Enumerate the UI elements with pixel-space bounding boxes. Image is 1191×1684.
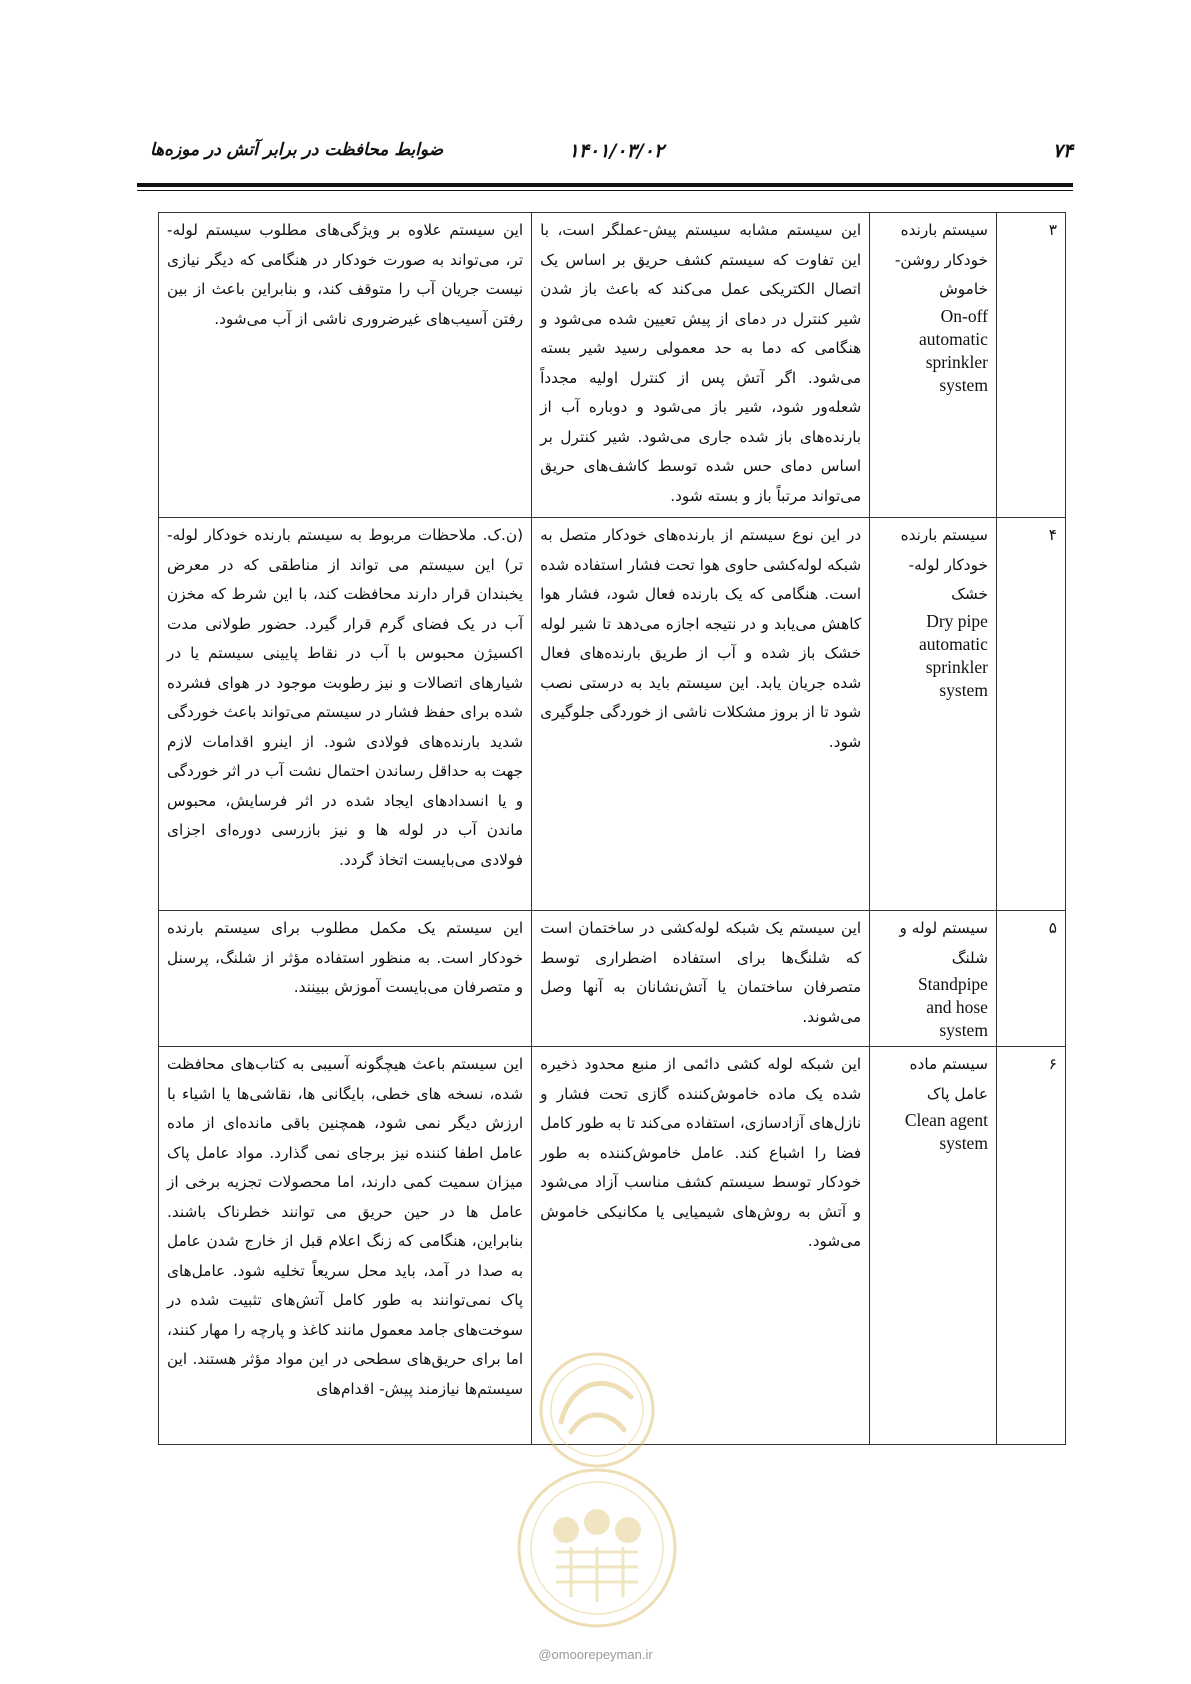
system-name-en: Dry pipe <box>926 610 988 631</box>
watermark-site: @omoorepeyman.ir <box>538 1647 653 1662</box>
system-description: این سیستم مشابه سیستم پیش-عملگر است، با این تفاوت که سیستم کشف حریق بر اساس یک اتصال الکتریکی عمل می‌کند که باعث باز شدن شیر کنترل در دمای از پیش تعیین شده می‌شود و هنگامی که دما به حد معمولی رسید شیر بسته می‌شود. اگر آتش پس از کنترل اولیه مجدداً شعله‌ور شود، شیر باز می‌شود و دوباره آب از بارنده‌های باز شده جاری می‌شود. شیر کنترل بر اساس دمای حس شده توسط کاشف‌های حریق می‌تواند مرتباً باز و بسته شود. <box>532 213 870 518</box>
system-name-fa: خودکار لوله- <box>908 555 988 574</box>
table-row <box>159 213 1066 518</box>
systems-table <box>158 212 1066 1445</box>
system-name-en: automatic <box>918 633 988 654</box>
row-number: ۳ <box>996 213 1065 518</box>
document-date: ۱۴۰۱/۰۳/۰۲ <box>568 140 665 162</box>
system-name-en: Standpipe <box>917 974 988 994</box>
system-name <box>870 911 997 1047</box>
table-row <box>159 518 1066 911</box>
system-description: در این نوع سیستم از بارنده‌های خودکار متصل به شبکه لوله‌کشی حاوی هوا تحت فشار استفاده شده است. هنگامی که یک بارنده فعال شود، فشار هوا کاهش می‌یابد و در نتیجه اجازه می‌دهد تا شیر لوله خشک باز شده و آب از طریق بارنده‌های فعال شده جریان یابد. این سیستم باید به درستی نصب شود تا از بروز مشکلات ناشی از خوردگی جلوگیری شود. <box>532 518 870 911</box>
system-name-en: Clean agent <box>904 1110 988 1130</box>
system-notes: این سیستم علاوه بر ویژگی‌های مطلوب سیستم لوله- تر، می‌تواند به صورت خودکار در هنگامی که دیگر نیازی نیست جریان آب را متوقف کند، و بنابراین باعث از بین رفتن آسیب‌های غیرضروری ناشی از آب می‌شود. <box>159 213 532 518</box>
system-notes: این سیستم یک مکمل مطلوب برای سیستم بارنده خودکار است. به منظور استفاده مؤثر از شلنگ، پرسنل و متصرفان می‌بایست آموزش ببینند. <box>159 911 532 1047</box>
system-name-en: system <box>939 679 988 700</box>
header-rule-thick <box>137 183 1073 187</box>
system-name-fa: خشک <box>951 585 988 603</box>
page-header <box>150 140 1073 170</box>
system-notes: (ن.ک. ملاحظات مربوط به سیستم بارنده خودکار لوله-تر) این سیستم می تواند از مناطقی که در معرض یخبندان قرار دارند محافظت کند، با این شرط که مخزن آب در یک فضای گرم قرار گیرد. حضور طولانی مدت اکسیژن محبوس با آب در نقاط پایینی سیستم یا در شیارهای اتصالات و نیز رطوبت موجود در هوای فشرده شده برای حفظ فشار در سیستم می‌تواند باعث خوردگی شدید بارنده‌های فولادی شود. از اینرو اقدامات لازم جهت به حداقل رساندن احتمال نشت آب در اثر خوردگی و یا انسدادهای ایجاد شده در اثر فرسایش، محبوس ماندن آب در لوله ها و نیز بازرسی دوره‌ای اجزای فولادی می‌بایست اتخاذ گردد. <box>159 518 532 911</box>
document-title: ضوابط محافظت در برابر آتش در موزه‌ها <box>150 140 444 160</box>
system-name <box>870 518 997 911</box>
system-name <box>870 1047 997 1445</box>
page-number: ۷۴ <box>1052 140 1073 162</box>
system-description: این سیستم یک شبکه لوله‌کشی در ساختمان است که شلنگ‌ها برای استفاده اضطراری توسط متصرفان ساختمان یا آتش‌نشانان به آنها وصل می‌شوند. <box>532 911 870 1047</box>
system-name-en: On-off <box>940 305 988 326</box>
system-name-fa: عامل پاک <box>926 1084 988 1103</box>
row-number: ۵ <box>996 911 1065 1047</box>
system-name-en: sprinkler <box>925 656 988 677</box>
system-description: این شبکه لوله کشی دائمی از منبع محدود ذخیره شده یک ماده خاموش‌کننده گازی تحت فشار و نازل‌های آزادسازی، استفاده می‌کند تا به طور کامل فضا را اشباع کند. عامل خاموش‌کننده به طور خودکار توسط سیستم کشف مناسب آزاد می‌شود و آتش به روش‌های شیمیایی یا مکانیکی خاموش می‌شود. <box>532 1047 870 1445</box>
header-rule-thin <box>137 190 1073 191</box>
system-notes: این سیستم باعث هیچگونه آسیبی به کتاب‌های محافظت شده، نسخه های خطی، بایگانی ها، نقاشی‌ها یا اشیاء با ارزش دیگر نمی شود، همچنین باقی مانده‌ای از ماده عامل اطفا کننده نیز برجای نمی گذارد. مواد عامل پاک میزان سمیت کمی دارند، اما محصولات تجزیه برخی از عامل ها در حین حریق می توانند خطرناک باشند. بنابراین، هنگامی که زنگ اعلام قبل از خارج شدن عامل به صدا در آمد، باید محل سریعاً تخلیه شود. عامل‌های پاک نمی‌توانند به طور کامل آتش‌های تثبیت شده در سوخت‌های جامد معمول مانند کاغذ و پارچه را مهار کنند، اما برای حریق‌های سطحی در این مواد مؤثر هستند. این سیستم‌ها نیازمند پیش- اقدام‌های <box>159 1047 532 1445</box>
system-name-en: system <box>939 374 988 395</box>
watermark-logo <box>516 1352 678 1632</box>
system-name-en: sprinkler <box>925 351 988 372</box>
system-name-fa: سیستم بارنده <box>900 221 988 239</box>
table-row <box>159 911 1066 1047</box>
row-number: ۴ <box>996 518 1065 911</box>
system-name-en: system <box>939 1133 988 1153</box>
system-name-en: automatic <box>918 328 988 349</box>
system-name <box>870 213 997 518</box>
system-name-fa: سیستم ماده <box>909 1055 988 1073</box>
system-name-fa: سیستم بارنده <box>900 526 988 544</box>
system-name-fa: شلنگ <box>951 948 988 967</box>
system-name-fa: خاموش <box>939 280 988 298</box>
system-name-en: and hose <box>926 997 988 1017</box>
row-number: ۶ <box>996 1047 1065 1445</box>
system-name-en: system <box>939 1020 988 1040</box>
system-name-fa: سیستم لوله و <box>899 919 988 937</box>
system-name-fa: خودکار روشن- <box>894 250 988 269</box>
